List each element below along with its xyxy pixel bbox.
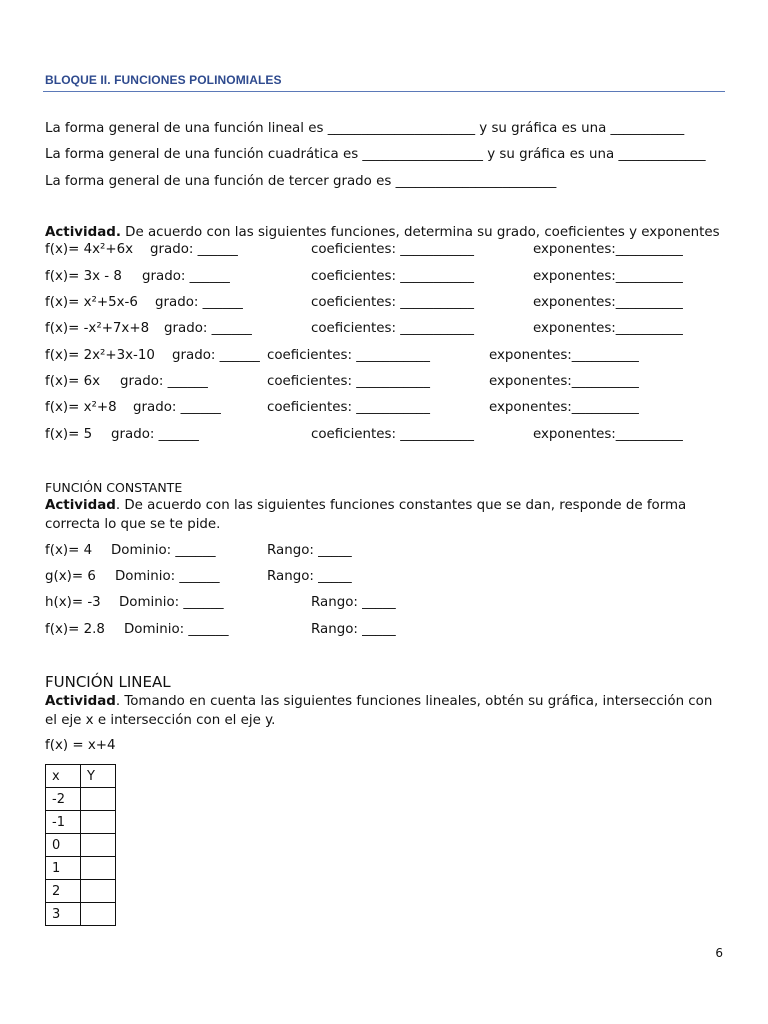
grado-field: grado: ______ — [164, 321, 252, 336]
function-expression: f(x)= 6x — [45, 374, 101, 389]
y-answer-cell[interactable] — [81, 880, 116, 903]
grado-field: grado: ______ — [120, 374, 208, 389]
page-number: 6 — [715, 946, 723, 960]
activity1-instruction — [45, 225, 720, 241]
function-expression: f(x)= 5 — [45, 427, 93, 442]
column-header-x: x — [46, 765, 81, 788]
lineal-label: Actividad — [45, 694, 116, 709]
coeficientes-field: coeficientes: ___________ — [311, 295, 474, 310]
grado-field: grado: ______ — [111, 427, 199, 442]
exponentes-field: exponentes:__________ — [533, 295, 683, 310]
function-expression: g(x)= 6 — [45, 569, 96, 584]
exponentes-field: exponentes:__________ — [533, 427, 683, 442]
intro-line-1: La forma general de una función lineal es ______________________ y su gráfica es una ___________ — [45, 121, 685, 136]
x-value-cell: 0 — [46, 834, 81, 857]
function-expression: h(x)= -3 — [45, 595, 101, 610]
dominio-field: Dominio: ______ — [115, 569, 220, 584]
lineal-function: f(x) = x+4 — [45, 738, 116, 753]
table-row — [46, 880, 116, 903]
table-row — [46, 834, 116, 857]
rango-field: Rango: _____ — [311, 595, 396, 610]
xy-table — [45, 764, 116, 926]
activity1-label: Actividad. — [45, 225, 121, 240]
rango-field: Rango: _____ — [267, 569, 352, 584]
function-expression: f(x)= 2x²+3x-10 — [45, 348, 155, 363]
grado-field: grado: ______ — [133, 400, 221, 415]
constante-label: Actividad — [45, 498, 116, 513]
coeficientes-field: coeficientes: ___________ — [267, 374, 430, 389]
y-answer-cell[interactable] — [81, 834, 116, 857]
column-header-y: Y — [81, 765, 116, 788]
table-header-row — [46, 765, 116, 788]
coeficientes-field: coeficientes: ___________ — [311, 427, 474, 442]
function-expression: f(x)= 4 — [45, 543, 93, 558]
lineal-instruction — [45, 693, 725, 730]
constante-text: . De acuerdo con las siguientes funciones constantes que se dan, responde de forma correcta lo que se te pide. — [45, 498, 687, 532]
coeficientes-field: coeficientes: ___________ — [267, 348, 430, 363]
grado-field: grado: ______ — [150, 242, 238, 257]
rango-field: Rango: _____ — [311, 622, 396, 637]
intro-line-2: La forma general de una función cuadrática es __________________ y su gráfica es una _____________ — [45, 147, 706, 162]
x-value-cell: 2 — [46, 880, 81, 903]
header-rule — [43, 91, 725, 92]
activity1-text: De acuerdo con las siguientes funciones, determina su grado, coeficientes y exponentes — [120, 225, 720, 240]
coeficientes-field: coeficientes: ___________ — [267, 400, 430, 415]
exponentes-field: exponentes:__________ — [489, 400, 639, 415]
page-header: BLOQUE II. FUNCIONES POLINOMIALES — [45, 73, 282, 87]
exponentes-field: exponentes:__________ — [533, 321, 683, 336]
function-expression: f(x)= x²+5x-6 — [45, 295, 138, 310]
dominio-field: Dominio: ______ — [124, 622, 229, 637]
grado-field: grado: ______ — [155, 295, 243, 310]
x-value-cell: 1 — [46, 857, 81, 880]
x-value-cell: -2 — [46, 788, 81, 811]
section-title-lineal: FUNCIÓN LINEAL — [45, 673, 171, 691]
grado-field: grado: ______ — [142, 269, 230, 284]
y-answer-cell[interactable] — [81, 811, 116, 834]
exponentes-field: exponentes:__________ — [533, 269, 683, 284]
coeficientes-field: coeficientes: ___________ — [311, 269, 474, 284]
x-value-cell: -1 — [46, 811, 81, 834]
exponentes-field: exponentes:__________ — [533, 242, 683, 257]
y-answer-cell[interactable] — [81, 788, 116, 811]
dominio-field: Dominio: ______ — [111, 543, 216, 558]
function-expression: f(x)= 3x - 8 — [45, 269, 122, 284]
lineal-text: . Tomando en cuenta las siguientes funciones lineales, obtén su gráfica, intersección con el eje x e intersección con el eje y. — [45, 694, 713, 728]
table-row — [46, 857, 116, 880]
grado-field: grado: ______ — [172, 348, 260, 363]
y-answer-cell[interactable] — [81, 903, 116, 926]
section-title-constante: FUNCIÓN CONSTANTE — [45, 480, 183, 495]
function-expression: f(x)= -x²+7x+8 — [45, 321, 150, 336]
x-value-cell: 3 — [46, 903, 81, 926]
exponentes-field: exponentes:__________ — [489, 374, 639, 389]
dominio-field: Dominio: ______ — [119, 595, 224, 610]
function-expression: f(x)= 4x²+6x — [45, 242, 134, 257]
coeficientes-field: coeficientes: ___________ — [311, 242, 474, 257]
table-row — [46, 903, 116, 926]
constante-instruction — [45, 497, 725, 534]
coeficientes-field: coeficientes: ___________ — [311, 321, 474, 336]
table-row — [46, 811, 116, 834]
function-expression: f(x)= 2.8 — [45, 622, 105, 637]
rango-field: Rango: _____ — [267, 543, 352, 558]
table-row — [46, 788, 116, 811]
exponentes-field: exponentes:__________ — [489, 348, 639, 363]
intro-line-3: La forma general de una función de tercer grado es ________________________ — [45, 174, 557, 189]
y-answer-cell[interactable] — [81, 857, 116, 880]
function-expression: f(x)= x²+8 — [45, 400, 117, 415]
